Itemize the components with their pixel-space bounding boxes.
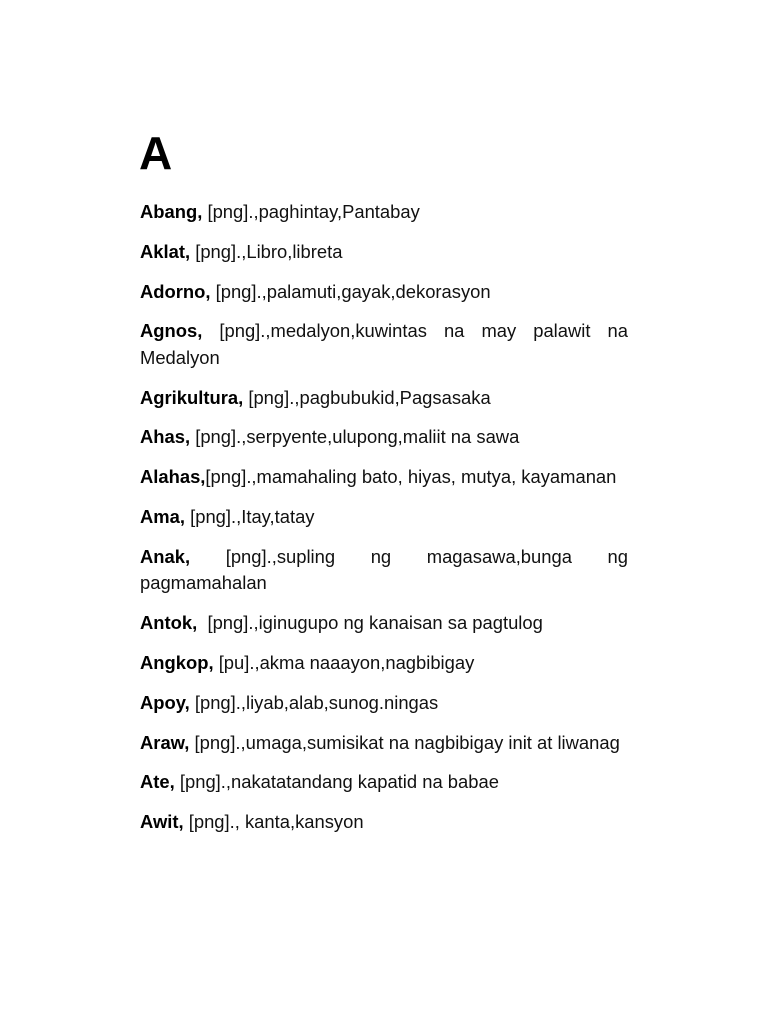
glossary-entry: [140, 650, 628, 677]
glossary-entry: [140, 730, 628, 757]
entry-definition: [png].,Libro,libreta: [195, 240, 343, 262]
entry-term: Agrikultura,: [140, 386, 244, 408]
glossary-entry: [140, 199, 628, 226]
entry-definition: [png].,pagbubukid,Pagsasaka: [248, 386, 491, 408]
entry-term: Apoy,: [140, 691, 190, 713]
glossary-entry: [140, 385, 628, 412]
entry-definition: [png].,mamahaling bato, hiyas, mutya, kayamanan: [205, 466, 617, 488]
entry-term: Ahas,: [140, 426, 191, 448]
entry-term: Ama,: [140, 506, 185, 528]
entry-term: Abang,: [140, 201, 203, 222]
entry-definition: [png].,palamuti,gayak,dekorasyon: [215, 280, 491, 302]
entry-gap: [190, 546, 226, 567]
entry-definition: [png].,umaga,sumisikat na nagbibigay init at liwanag: [194, 731, 620, 753]
entry-definition: [png].,medalyon,kuwintas na may palawit na Medalyon: [140, 320, 628, 368]
entry-term: Ate,: [140, 771, 175, 793]
glossary-entry: [140, 769, 628, 796]
entry-term: Aklat,: [140, 240, 191, 262]
entry-definition: [pu].,akma naaayon,nagbibigay: [218, 651, 475, 673]
entry-definition: [png].,liyab,alab,sunog.ningas: [194, 691, 439, 713]
entry-gap: [202, 320, 219, 341]
glossary-entry: [140, 239, 628, 266]
entry-definition: [png].,serpyente,ulupong,maliit na sawa: [195, 426, 520, 448]
glossary-entry: [140, 318, 628, 371]
glossary-entry: [140, 809, 628, 836]
entry-term: Araw,: [140, 731, 190, 753]
entry-term: Anak,: [140, 545, 191, 567]
entry-definition: [png].,paghintay,Pantabay: [207, 201, 420, 222]
entry-term: Antok,: [140, 612, 198, 634]
glossary-entry-list: [140, 199, 628, 849]
entry-definition: [png].,nakatatandang kapatid na babae: [179, 771, 499, 793]
entry-term: Adorno,: [140, 280, 211, 302]
entry-term: Angkop,: [140, 651, 214, 673]
glossary-entry: [140, 544, 628, 597]
entry-term: Awit,: [140, 811, 184, 833]
glossary-entry: [140, 610, 628, 637]
entry-term: Alahas,: [140, 466, 206, 488]
entry-definition: [png].,iginugupo ng kanaisan sa pagtulog: [207, 612, 543, 634]
glossary-entry: [140, 424, 628, 451]
entry-definition: [png].,supling ng magasawa,bunga ng pagmamahalan: [140, 545, 628, 594]
entry-gap: [197, 612, 207, 633]
glossary-entry: [140, 464, 628, 491]
entry-definition: [png]., kanta,kansyon: [188, 811, 364, 833]
glossary-entry: [140, 504, 628, 531]
section-letter-heading: A: [139, 127, 173, 179]
glossary-entry: [140, 279, 628, 306]
entry-definition: [png].,Itay,tatay: [190, 506, 315, 528]
entry-term: Agnos,: [140, 320, 203, 342]
glossary-entry: [140, 690, 628, 717]
